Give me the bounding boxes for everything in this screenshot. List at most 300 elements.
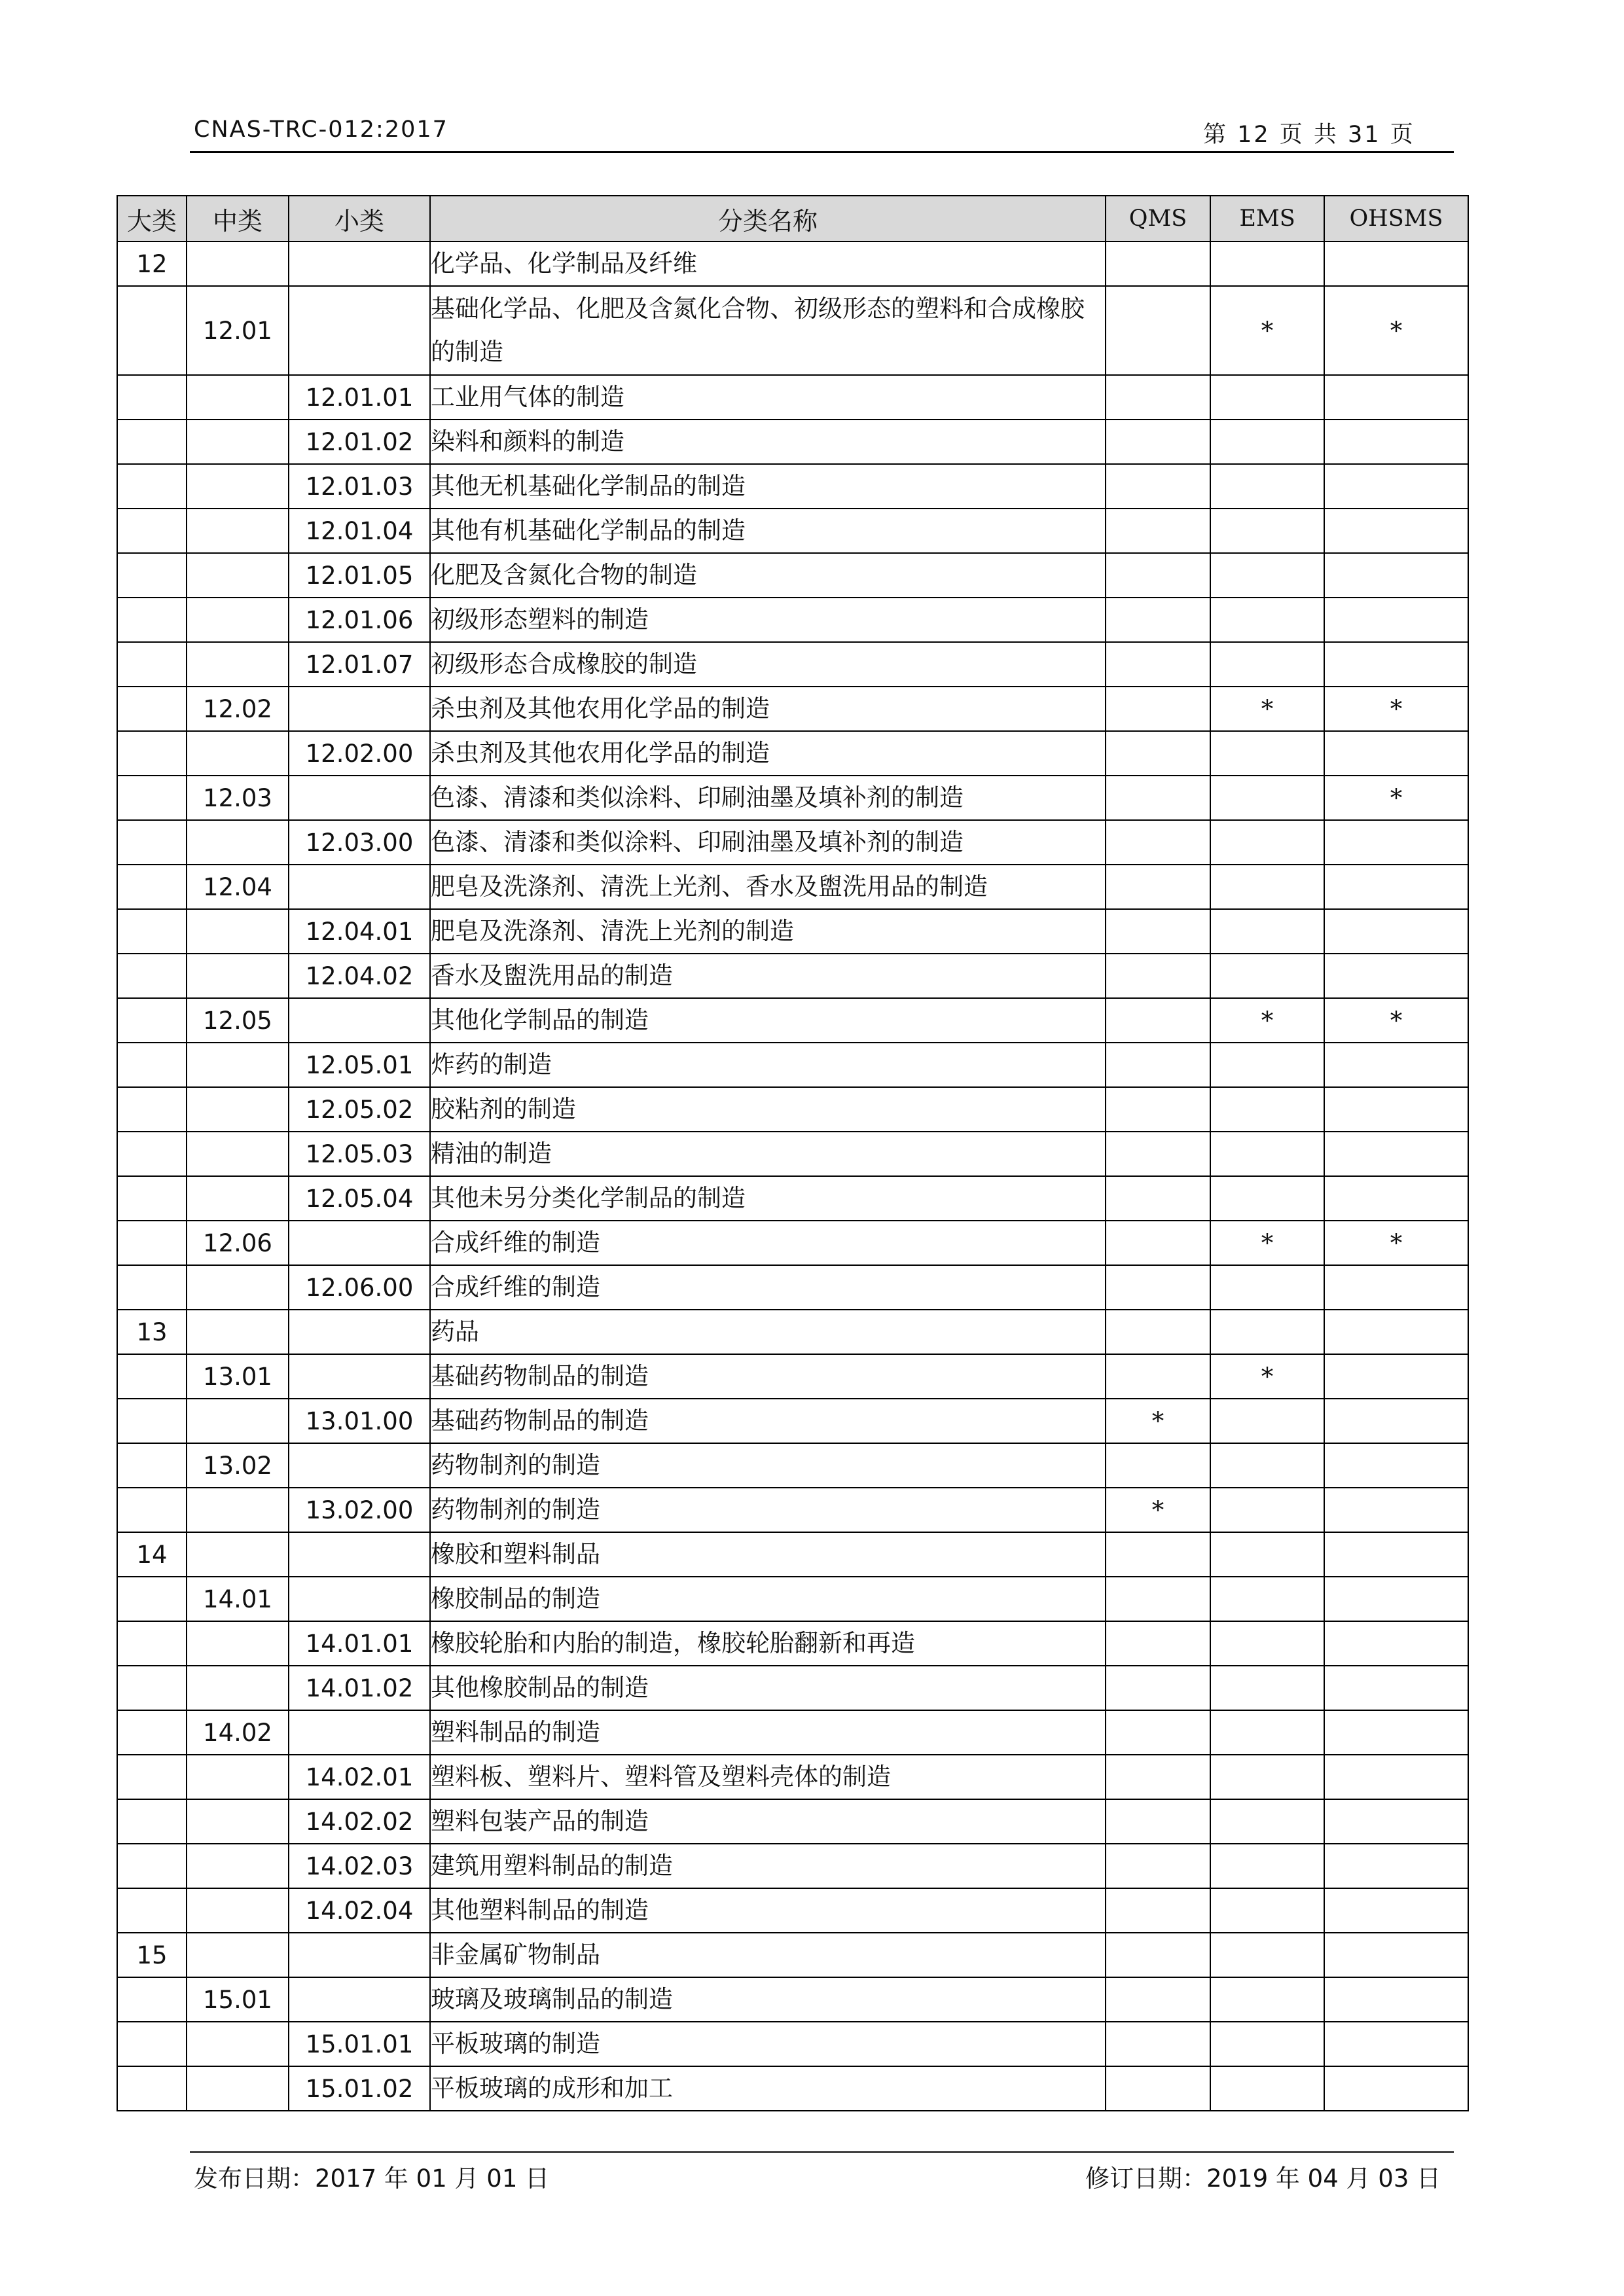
ems-mark-cell <box>1210 731 1324 776</box>
ems-mark-cell <box>1210 509 1324 553</box>
ems-mark-cell <box>1210 642 1324 687</box>
qms-mark-cell <box>1106 1087 1210 1132</box>
big-category-cell <box>117 1710 187 1755</box>
qms-mark-cell <box>1106 1577 1210 1621</box>
big-category-cell <box>117 1888 187 1933</box>
small-category-cell: 14.02.01 <box>289 1755 430 1799</box>
table-row <box>117 286 1468 375</box>
mid-category-cell: 14.02 <box>187 1710 289 1755</box>
table-row <box>117 2022 1468 2066</box>
small-category-cell: 14.01.02 <box>289 1666 430 1710</box>
mid-category-cell <box>187 1043 289 1087</box>
table-row <box>117 242 1468 286</box>
ohsms-mark-cell <box>1324 1844 1468 1888</box>
big-category-cell <box>117 464 187 509</box>
mid-category-cell <box>187 820 289 865</box>
table-row <box>117 1443 1468 1488</box>
big-category-cell: 15 <box>117 1933 187 1977</box>
category-name-cell: 其他化学制品的制造 <box>430 998 1106 1043</box>
qms-mark-cell <box>1106 909 1210 954</box>
big-category-cell <box>117 1221 187 1265</box>
ohsms-mark-cell <box>1324 1977 1468 2022</box>
small-category-cell: 12.01.05 <box>289 553 430 598</box>
table-row <box>117 687 1468 731</box>
small-category-cell <box>289 1310 430 1354</box>
qms-mark-cell <box>1106 375 1210 420</box>
qms-mark-cell <box>1106 553 1210 598</box>
category-name-cell: 基础化学品、化肥及含氮化合物、初级形态的塑料和合成橡胶的制造 <box>430 286 1106 375</box>
mid-category-cell <box>187 1799 289 1844</box>
qms-mark-cell <box>1106 598 1210 642</box>
big-category-cell <box>117 776 187 820</box>
ems-mark-cell <box>1210 598 1324 642</box>
big-category-cell <box>117 2066 187 2111</box>
small-category-cell <box>289 1221 430 1265</box>
mid-category-cell <box>187 2022 289 2066</box>
big-category-cell <box>117 286 187 375</box>
big-category-cell <box>117 909 187 954</box>
category-name-cell: 塑料制品的制造 <box>430 1710 1106 1755</box>
category-name-cell: 建筑用塑料制品的制造 <box>430 1844 1106 1888</box>
category-name-cell: 工业用气体的制造 <box>430 375 1106 420</box>
small-category-cell: 12.01.01 <box>289 375 430 420</box>
mid-category-cell: 15.01 <box>187 1977 289 2022</box>
category-name-cell: 胶粘剂的制造 <box>430 1087 1106 1132</box>
big-category-cell <box>117 420 187 464</box>
ohsms-mark-cell <box>1324 2066 1468 2111</box>
category-name-cell: 塑料板、塑料片、塑料管及塑料壳体的制造 <box>430 1755 1106 1799</box>
ohsms-mark-cell <box>1324 420 1468 464</box>
category-name-cell: 化学品、化学制品及纤维 <box>430 242 1106 286</box>
big-category-cell <box>117 998 187 1043</box>
ohsms-mark-cell <box>1324 1621 1468 1666</box>
big-category-cell <box>117 1621 187 1666</box>
mid-category-cell <box>187 420 289 464</box>
ems-mark-cell <box>1210 1577 1324 1621</box>
table-row <box>117 1176 1468 1221</box>
small-category-cell <box>289 776 430 820</box>
ohsms-mark-cell <box>1324 1310 1468 1354</box>
qms-mark-cell <box>1106 776 1210 820</box>
table-row <box>117 509 1468 553</box>
ems-mark-cell <box>1210 1755 1324 1799</box>
small-category-cell: 12.05.03 <box>289 1132 430 1176</box>
header-small-category: 小类 <box>289 196 430 242</box>
big-category-cell <box>117 820 187 865</box>
table-row <box>117 1087 1468 1132</box>
qms-mark-cell <box>1106 1310 1210 1354</box>
ems-mark-cell <box>1210 1844 1324 1888</box>
table-row <box>117 1399 1468 1443</box>
table-row <box>117 642 1468 687</box>
ems-mark-cell <box>1210 1710 1324 1755</box>
category-name-cell: 药物制剂的制造 <box>430 1488 1106 1532</box>
ohsms-mark-cell <box>1324 1933 1468 1977</box>
category-name-cell: 药物制剂的制造 <box>430 1443 1106 1488</box>
small-category-cell <box>289 1710 430 1755</box>
category-name-cell: 炸药的制造 <box>430 1043 1106 1087</box>
big-category-cell <box>117 1844 187 1888</box>
category-name-cell: 初级形态合成橡胶的制造 <box>430 642 1106 687</box>
category-name-cell: 基础药物制品的制造 <box>430 1354 1106 1399</box>
qms-mark-cell <box>1106 286 1210 375</box>
mid-category-cell: 14.01 <box>187 1577 289 1621</box>
qms-mark-cell: * <box>1106 1488 1210 1532</box>
big-category-cell <box>117 1132 187 1176</box>
mid-category-cell <box>187 1087 289 1132</box>
ems-mark-cell <box>1210 1977 1324 2022</box>
ohsms-mark-cell <box>1324 1354 1468 1399</box>
small-category-cell: 14.02.03 <box>289 1844 430 1888</box>
small-category-cell <box>289 286 430 375</box>
big-category-cell <box>117 1087 187 1132</box>
ems-mark-cell <box>1210 865 1324 909</box>
header-category-name: 分类名称 <box>430 196 1106 242</box>
category-name-cell: 其他无机基础化学制品的制造 <box>430 464 1106 509</box>
mid-category-cell <box>187 375 289 420</box>
small-category-cell: 12.01.07 <box>289 642 430 687</box>
table-row <box>117 1933 1468 1977</box>
category-name-cell: 基础药物制品的制造 <box>430 1399 1106 1443</box>
ohsms-mark-cell <box>1324 553 1468 598</box>
small-category-cell: 14.02.04 <box>289 1888 430 1933</box>
small-category-cell: 12.02.00 <box>289 731 430 776</box>
small-category-cell <box>289 865 430 909</box>
ohsms-mark-cell <box>1324 1532 1468 1577</box>
qms-mark-cell <box>1106 1354 1210 1399</box>
ohsms-mark-cell <box>1324 1443 1468 1488</box>
table-row <box>117 1265 1468 1310</box>
category-name-cell: 合成纤维的制造 <box>430 1221 1106 1265</box>
small-category-cell: 12.05.01 <box>289 1043 430 1087</box>
small-category-cell: 13.02.00 <box>289 1488 430 1532</box>
ems-mark-cell <box>1210 820 1324 865</box>
ems-mark-cell <box>1210 2022 1324 2066</box>
ems-mark-cell <box>1210 1621 1324 1666</box>
table-row <box>117 909 1468 954</box>
category-name-cell: 其他橡胶制品的制造 <box>430 1666 1106 1710</box>
ohsms-mark-cell <box>1324 1488 1468 1532</box>
big-category-cell <box>117 1755 187 1799</box>
big-category-cell <box>117 1043 187 1087</box>
ems-mark-cell <box>1210 420 1324 464</box>
qms-mark-cell <box>1106 1933 1210 1977</box>
qms-mark-cell <box>1106 1132 1210 1176</box>
qms-mark-cell <box>1106 1755 1210 1799</box>
small-category-cell: 12.03.00 <box>289 820 430 865</box>
qms-mark-cell <box>1106 464 1210 509</box>
ohsms-mark-cell <box>1324 2022 1468 2066</box>
table-row <box>117 375 1468 420</box>
ems-mark-cell <box>1210 2066 1324 2111</box>
category-name-cell: 橡胶和塑料制品 <box>430 1532 1106 1577</box>
table-row <box>117 1310 1468 1354</box>
qms-mark-cell <box>1106 1621 1210 1666</box>
big-category-cell <box>117 1577 187 1621</box>
table-header-row <box>117 196 1468 242</box>
ohsms-mark-cell <box>1324 1176 1468 1221</box>
big-category-cell <box>117 642 187 687</box>
mid-category-cell <box>187 242 289 286</box>
mid-category-cell <box>187 1755 289 1799</box>
category-name-cell: 色漆、清漆和类似涂料、印刷油墨及填补剂的制造 <box>430 820 1106 865</box>
mid-category-cell: 12.04 <box>187 865 289 909</box>
mid-category-cell <box>187 731 289 776</box>
ems-mark-cell: * <box>1210 286 1324 375</box>
qms-mark-cell <box>1106 2066 1210 2111</box>
big-category-cell <box>117 1265 187 1310</box>
small-category-cell: 12.01.04 <box>289 509 430 553</box>
small-category-cell <box>289 1532 430 1577</box>
ohsms-mark-cell <box>1324 509 1468 553</box>
header-mid-category: 中类 <box>187 196 289 242</box>
ems-mark-cell <box>1210 1087 1324 1132</box>
small-category-cell <box>289 1577 430 1621</box>
mid-category-cell <box>187 2066 289 2111</box>
big-category-cell <box>117 1354 187 1399</box>
mid-category-cell <box>187 553 289 598</box>
qms-mark-cell <box>1106 1221 1210 1265</box>
qms-mark-cell <box>1106 865 1210 909</box>
small-category-cell: 12.06.00 <box>289 1265 430 1310</box>
mid-category-cell: 13.02 <box>187 1443 289 1488</box>
table-row <box>117 420 1468 464</box>
table-row <box>117 553 1468 598</box>
qms-mark-cell <box>1106 1799 1210 1844</box>
table-row <box>117 1977 1468 2022</box>
big-category-cell <box>117 598 187 642</box>
big-category-cell: 14 <box>117 1532 187 1577</box>
ohsms-mark-cell <box>1324 1799 1468 1844</box>
table-body <box>117 242 1468 2111</box>
ohsms-mark-cell <box>1324 642 1468 687</box>
category-name-cell: 平板玻璃的制造 <box>430 2022 1106 2066</box>
category-name-cell: 平板玻璃的成形和加工 <box>430 2066 1106 2111</box>
qms-mark-cell <box>1106 731 1210 776</box>
mid-category-cell <box>187 1310 289 1354</box>
ohsms-mark-cell: * <box>1324 1221 1468 1265</box>
big-category-cell <box>117 2022 187 2066</box>
qms-mark-cell <box>1106 1176 1210 1221</box>
category-name-cell: 橡胶轮胎和内胎的制造，橡胶轮胎翻新和再造 <box>430 1621 1106 1666</box>
ohsms-mark-cell <box>1324 1043 1468 1087</box>
small-category-cell <box>289 998 430 1043</box>
small-category-cell: 12.05.02 <box>289 1087 430 1132</box>
mid-category-cell: 12.06 <box>187 1221 289 1265</box>
table-row <box>117 1844 1468 1888</box>
category-name-cell: 玻璃及玻璃制品的制造 <box>430 1977 1106 2022</box>
ohsms-mark-cell <box>1324 820 1468 865</box>
category-name-cell: 非金属矿物制品 <box>430 1933 1106 1977</box>
revision-date: 修订日期：2019 年 04 月 03 日 <box>1085 2164 1441 2193</box>
table-row <box>117 776 1468 820</box>
ems-mark-cell <box>1210 1799 1324 1844</box>
mid-category-cell <box>187 909 289 954</box>
ems-mark-cell <box>1210 776 1324 820</box>
document-code: CNAS-TRC-012:2017 <box>194 117 448 143</box>
big-category-cell <box>117 375 187 420</box>
qms-mark-cell <box>1106 1888 1210 1933</box>
qms-mark-cell <box>1106 820 1210 865</box>
small-category-cell: 15.01.02 <box>289 2066 430 2111</box>
qms-mark-cell <box>1106 1666 1210 1710</box>
ohsms-mark-cell <box>1324 954 1468 998</box>
ohsms-mark-cell <box>1324 375 1468 420</box>
qms-mark-cell <box>1106 1532 1210 1577</box>
ems-mark-cell <box>1210 1933 1324 1977</box>
category-name-cell: 染料和颜料的制造 <box>430 420 1106 464</box>
big-category-cell <box>117 1443 187 1488</box>
mid-category-cell <box>187 1399 289 1443</box>
big-category-cell <box>117 1176 187 1221</box>
category-name-cell: 其他未另分类化学制品的制造 <box>430 1176 1106 1221</box>
small-category-cell: 14.02.02 <box>289 1799 430 1844</box>
big-category-cell: 13 <box>117 1310 187 1354</box>
big-category-cell <box>117 954 187 998</box>
table-row <box>117 1888 1468 1933</box>
ems-mark-cell <box>1210 909 1324 954</box>
ohsms-mark-cell <box>1324 1087 1468 1132</box>
small-category-cell <box>289 1977 430 2022</box>
ohsms-mark-cell <box>1324 731 1468 776</box>
ems-mark-cell <box>1210 1043 1324 1087</box>
small-category-cell: 12.04.02 <box>289 954 430 998</box>
ohsms-mark-cell: * <box>1324 286 1468 375</box>
table-row <box>117 1488 1468 1532</box>
ems-mark-cell <box>1210 1265 1324 1310</box>
ohsms-mark-cell <box>1324 1888 1468 1933</box>
ohsms-mark-cell <box>1324 1755 1468 1799</box>
qms-mark-cell <box>1106 1443 1210 1488</box>
category-name-cell: 塑料包装产品的制造 <box>430 1799 1106 1844</box>
ems-mark-cell: * <box>1210 687 1324 731</box>
ohsms-mark-cell <box>1324 865 1468 909</box>
header-ems: EMS <box>1210 196 1324 242</box>
mid-category-cell <box>187 1265 289 1310</box>
ohsms-mark-cell <box>1324 1666 1468 1710</box>
small-category-cell: 12.01.06 <box>289 598 430 642</box>
big-category-cell <box>117 687 187 731</box>
category-name-cell: 杀虫剂及其他农用化学品的制造 <box>430 687 1106 731</box>
small-category-cell: 12.01.03 <box>289 464 430 509</box>
mid-category-cell <box>187 1933 289 1977</box>
ems-mark-cell <box>1210 954 1324 998</box>
issue-date: 发布日期：2017 年 01 月 01 日 <box>194 2164 550 2193</box>
ems-mark-cell <box>1210 1532 1324 1577</box>
ohsms-mark-cell <box>1324 909 1468 954</box>
ohsms-mark-cell: * <box>1324 687 1468 731</box>
mid-category-cell: 12.01 <box>187 286 289 375</box>
ohsms-mark-cell <box>1324 1710 1468 1755</box>
ems-mark-cell <box>1210 1443 1324 1488</box>
mid-category-cell <box>187 598 289 642</box>
qms-mark-cell <box>1106 420 1210 464</box>
small-category-cell: 12.05.04 <box>289 1176 430 1221</box>
category-name-cell: 化肥及含氮化合物的制造 <box>430 553 1106 598</box>
table-row <box>117 954 1468 998</box>
big-category-cell <box>117 509 187 553</box>
category-name-cell: 其他塑料制品的制造 <box>430 1888 1106 1933</box>
qms-mark-cell <box>1106 642 1210 687</box>
category-name-cell: 肥皂及洗涤剂、清洗上光剂、香水及盥洗用品的制造 <box>430 865 1106 909</box>
mid-category-cell <box>187 1176 289 1221</box>
ems-mark-cell <box>1210 1666 1324 1710</box>
ems-mark-cell <box>1210 1176 1324 1221</box>
big-category-cell <box>117 1488 187 1532</box>
mid-category-cell: 12.02 <box>187 687 289 731</box>
category-name-cell: 橡胶制品的制造 <box>430 1577 1106 1621</box>
qms-mark-cell <box>1106 1265 1210 1310</box>
mid-category-cell <box>187 1621 289 1666</box>
small-category-cell: 15.01.01 <box>289 2022 430 2066</box>
category-name-cell: 其他有机基础化学制品的制造 <box>430 509 1106 553</box>
ems-mark-cell <box>1210 1399 1324 1443</box>
table-row <box>117 1043 1468 1087</box>
small-category-cell <box>289 242 430 286</box>
ohsms-mark-cell <box>1324 1399 1468 1443</box>
mid-category-cell <box>187 642 289 687</box>
qms-mark-cell <box>1106 2022 1210 2066</box>
small-category-cell <box>289 1443 430 1488</box>
ems-mark-cell <box>1210 1488 1324 1532</box>
category-name-cell: 药品 <box>430 1310 1106 1354</box>
mid-category-cell <box>187 509 289 553</box>
table-row <box>117 1710 1468 1755</box>
category-name-cell: 杀虫剂及其他农用化学品的制造 <box>430 731 1106 776</box>
ohsms-mark-cell <box>1324 1577 1468 1621</box>
qms-mark-cell <box>1106 1844 1210 1888</box>
ohsms-mark-cell <box>1324 1265 1468 1310</box>
big-category-cell <box>117 553 187 598</box>
ems-mark-cell <box>1210 375 1324 420</box>
qms-mark-cell <box>1106 1710 1210 1755</box>
category-name-cell: 香水及盥洗用品的制造 <box>430 954 1106 998</box>
table-row <box>117 1799 1468 1844</box>
small-category-cell <box>289 687 430 731</box>
ohsms-mark-cell <box>1324 598 1468 642</box>
table-row <box>117 865 1468 909</box>
mid-category-cell: 13.01 <box>187 1354 289 1399</box>
mid-category-cell <box>187 1132 289 1176</box>
category-name-cell: 肥皂及洗涤剂、清洗上光剂的制造 <box>430 909 1106 954</box>
header-big-category: 大类 <box>117 196 187 242</box>
qms-mark-cell <box>1106 954 1210 998</box>
category-name-cell: 精油的制造 <box>430 1132 1106 1176</box>
table-row <box>117 1221 1468 1265</box>
table-row <box>117 1577 1468 1621</box>
table-row <box>117 1666 1468 1710</box>
ohsms-mark-cell <box>1324 242 1468 286</box>
table-row <box>117 731 1468 776</box>
table-row <box>117 998 1468 1043</box>
ems-mark-cell <box>1210 1888 1324 1933</box>
header-ohsms: OHSMS <box>1324 196 1468 242</box>
big-category-cell <box>117 1799 187 1844</box>
big-category-cell <box>117 1977 187 2022</box>
table-row <box>117 1755 1468 1799</box>
mid-category-cell <box>187 954 289 998</box>
ems-mark-cell: * <box>1210 1221 1324 1265</box>
mid-category-cell: 12.05 <box>187 998 289 1043</box>
footer-divider <box>190 2151 1454 2153</box>
mid-category-cell <box>187 1888 289 1933</box>
ohsms-mark-cell <box>1324 1132 1468 1176</box>
page-number: 第 12 页 共 31 页 <box>1203 122 1415 148</box>
category-name-cell: 色漆、清漆和类似涂料、印刷油墨及填补剂的制造 <box>430 776 1106 820</box>
table-row <box>117 1621 1468 1666</box>
classification-table <box>117 195 1469 2111</box>
table-row <box>117 820 1468 865</box>
